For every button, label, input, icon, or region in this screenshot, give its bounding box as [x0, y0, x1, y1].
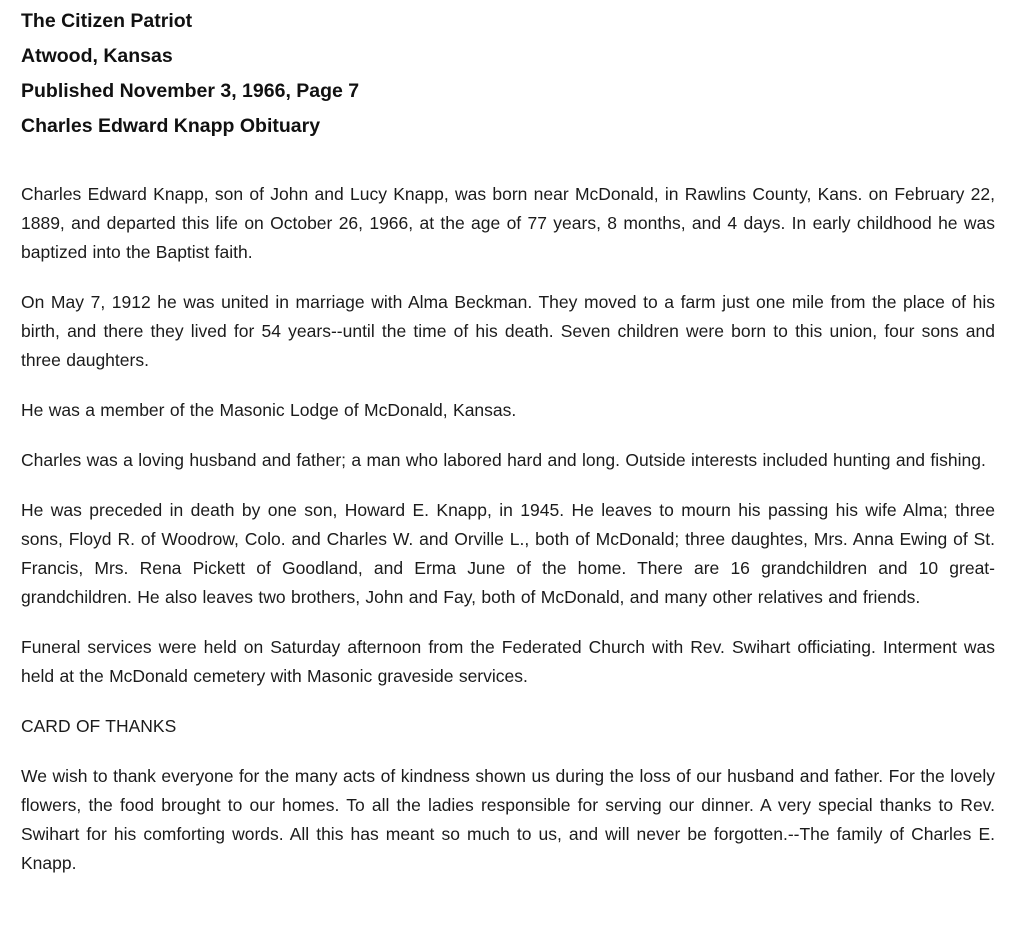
publication-date-line: Published November 3, 1966, Page 7 — [21, 80, 360, 102]
document-header — [21, 4, 995, 144]
card-of-thanks-heading: CARD OF THANKS — [21, 716, 177, 736]
obituary-paragraph-funeral: Funeral services were held on Saturday afternoon from the Federated Church with Rev. Swihart officiating. Interment was held at the McDonald cemetery with Masonic graveside services. — [21, 637, 995, 686]
newspaper-location: Atwood, Kansas — [21, 45, 173, 67]
newspaper-name: The Citizen Patriot — [21, 10, 193, 32]
obituary-paragraph-birth: Charles Edward Knapp, son of John and Lucy Knapp, was born near McDonald, in Rawlins County, Kans. on February 22, 1889, and departed this life on October 26, 1966, at the age of 77 years, 8 months, and 4 days. In early childhood he was baptized into the Baptist faith. — [21, 184, 995, 262]
obituary-paragraph-lodge: He was a member of the Masonic Lodge of McDonald, Kansas. — [21, 400, 517, 420]
obituary-body — [21, 180, 995, 878]
obituary-paragraph-survivors: He was preceded in death by one son, Howard E. Knapp, in 1945. He leaves to mourn his passing his wife Alma; three sons, Floyd R. of Woodrow, Colo. and Charles W. and Orville L., both of McDonald; three daughtes, Mrs. Anna Ewing of St. Francis, Mrs. Rena Pickett of Goodland, and Erma June of the home. There are 16 grandchildren and 10 great-grandchildren. He also leaves two brothers, John and Fay, both of McDonald, and many other relatives and friends. — [21, 500, 995, 607]
obituary-title: Charles Edward Knapp Obituary — [21, 115, 321, 137]
obituary-paragraph-marriage: On May 7, 1912 he was united in marriage with Alma Beckman. They moved to a farm just one mile from the place of his birth, and there they lived for 54 years--until the time of his death. Seven children were born to this union, four sons and three daughters. — [21, 292, 995, 370]
obituary-paragraph-character: Charles was a loving husband and father; a man who labored hard and long. Outside interests included hunting and fishing. — [21, 450, 986, 470]
card-of-thanks-paragraph: We wish to thank everyone for the many acts of kindness shown us during the loss of our husband and father. For the lovely flowers, the food brought to our homes. To all the ladies responsible for serving our dinner. A very special thanks to Rev. Swihart for his comforting words. All this has meant so much to us, and will never be forgotten.--The family of Charles E. Knapp. — [21, 766, 995, 873]
